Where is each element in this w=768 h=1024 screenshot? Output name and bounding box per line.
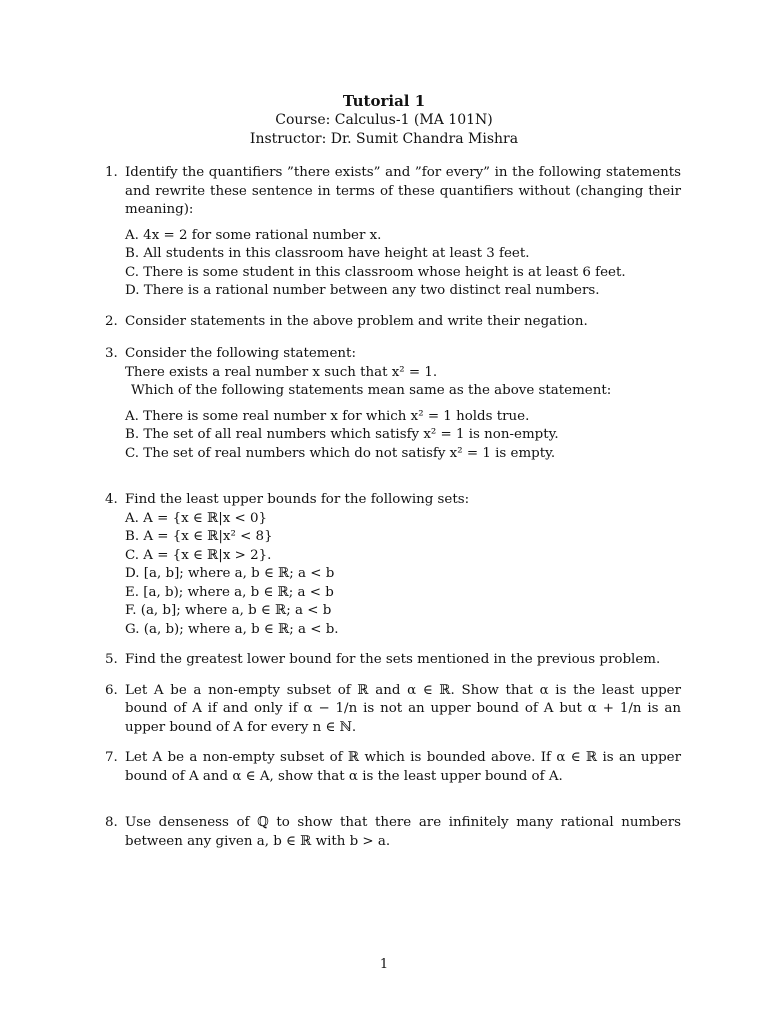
option-item: G. (a, b); where a, b ∈ ℝ; a < b. <box>125 621 339 637</box>
problem-list <box>105 164 681 851</box>
option-item: E. [a, b); where a, b ∈ ℝ; a < b <box>125 584 334 600</box>
page-number: 1 <box>379 957 389 972</box>
option-item: D. There is a rational number between any two distinct real numbers. <box>125 283 600 298</box>
problem-4 <box>105 491 681 639</box>
problem-text: Find the least upper bounds for the following sets: <box>125 492 470 507</box>
problem-number: 7. <box>105 750 118 765</box>
course-line: Course: Calculus-1 (MA 101N) <box>275 112 493 128</box>
problem-number: 3. <box>105 346 118 361</box>
problem-number: 6. <box>105 682 118 698</box>
option-list <box>125 408 681 464</box>
problem-text: Let A be a non-empty subset of ℝ and α ∈ ℝ. Show that α is the least upper bound of A if and only if α − 1/n is not an upper bound of A but α + 1/n is an upper bound of A for every n ∈ ℕ. <box>125 682 681 735</box>
problem-8 <box>105 814 681 851</box>
problem-number: 8. <box>105 815 118 830</box>
problem-1 <box>105 164 681 301</box>
problem-text: There exists a real number x such that x² = 1. <box>125 364 438 380</box>
problem-text: Identify the quantifiers ”there exists” and ”for every” in the following statements and rewrite these sentence in terms of these quantifiers without (changing their meaning): <box>125 165 681 217</box>
problem-number: 5. <box>105 652 118 667</box>
problem-text: Find the greatest lower bound for the sets mentioned in the previous problem. <box>125 652 661 667</box>
problem-6 <box>105 682 681 738</box>
problem-3 <box>105 345 681 463</box>
option-item: C. A = {x ∈ ℝ|x > 2}. <box>125 547 272 563</box>
document-header <box>0 91 768 149</box>
option-item: A. 4x = 2 for some rational number x. <box>125 227 382 243</box>
problem-text: Which of the following statements mean same as the above statement: <box>131 383 612 398</box>
option-item: C. There is some student in this classroom whose height is at least 6 feet. <box>125 264 626 280</box>
problem-number: 2. <box>105 313 118 329</box>
problem-text: Consider the following statement: <box>125 346 356 361</box>
problem-text: Use denseness of ℚ to show that there are infinitely many rational numbers between any given a, b ∈ ℝ with b > a. <box>125 815 681 849</box>
option-item: C. The set of real numbers which do not satisfy x² = 1 is empty. <box>125 445 556 461</box>
option-item: B. A = {x ∈ ℝ|x² < 8} <box>125 529 273 544</box>
option-item: B. All students in this classroom have height at least 3 feet. <box>125 246 530 261</box>
problem-5 <box>105 651 681 670</box>
problem-text: Consider statements in the above problem and write their negation. <box>125 313 588 329</box>
option-item: A. A = {x ∈ ℝ|x < 0} <box>125 510 268 526</box>
option-item: B. The set of all real numbers which satisfy x² = 1 is non-empty. <box>125 427 559 442</box>
problem-number: 4. <box>105 492 118 507</box>
option-item: F. (a, b]; where a, b ∈ ℝ; a < b <box>125 603 332 618</box>
tutorial-title: Tutorial 1 <box>342 92 426 110</box>
problem-2 <box>105 313 681 332</box>
problem-number: 1. <box>105 165 118 180</box>
problem-text: Let A be a non-empty subset of ℝ which is bounded above. If α ∈ ℝ is an upper bound of A and α ∈ A, show that α is the least upper bound of A. <box>125 750 681 784</box>
instructor-line: Instructor: Dr. Sumit Chandra Mishra <box>249 131 519 147</box>
option-list <box>125 227 681 301</box>
option-item: A. There is some real number x for which x² = 1 holds true. <box>125 408 530 424</box>
option-item: D. [a, b]; where a, b ∈ ℝ; a < b <box>125 566 335 581</box>
problem-7 <box>105 749 681 786</box>
